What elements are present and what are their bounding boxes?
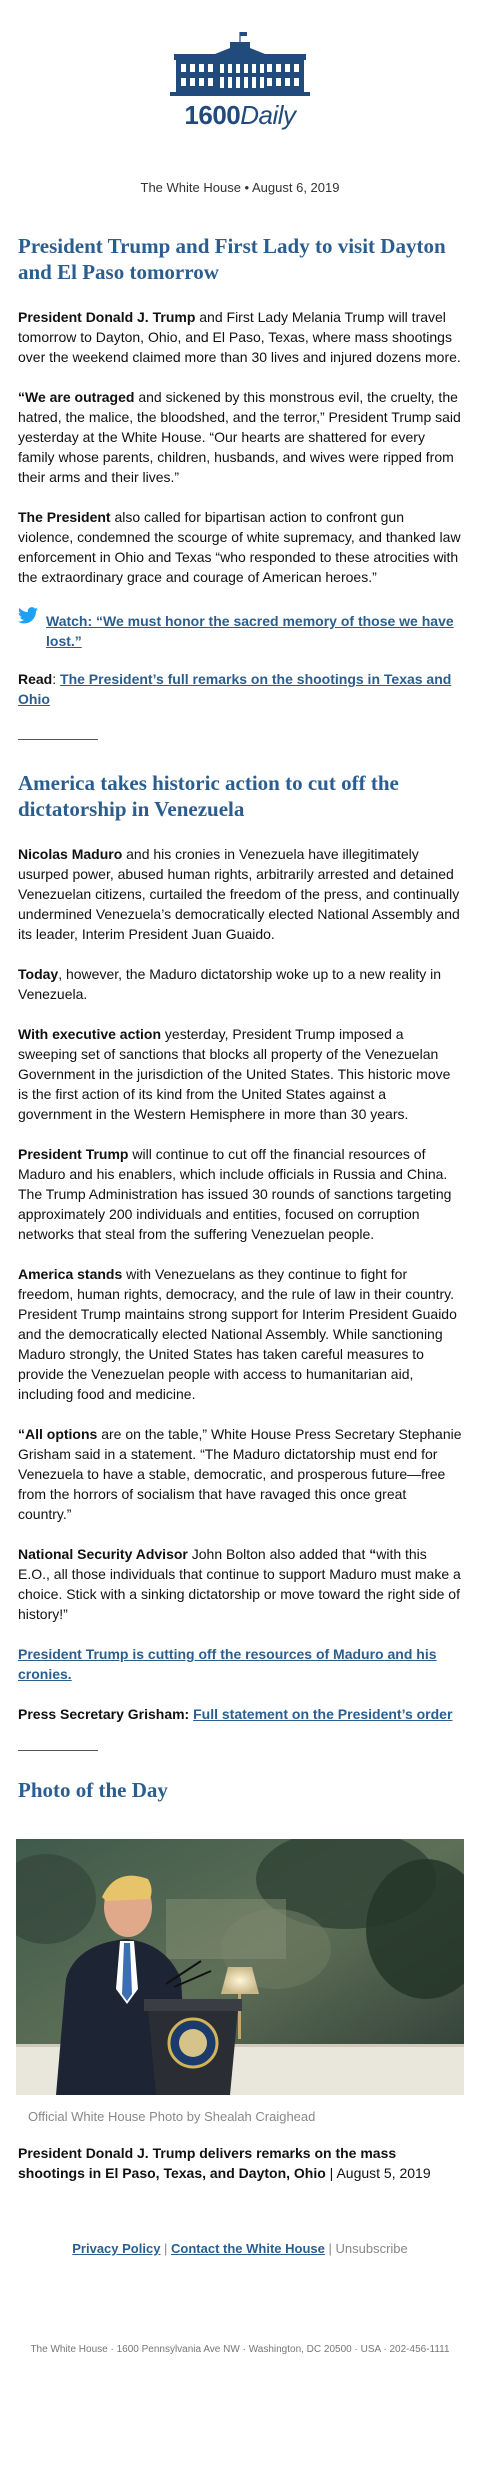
story1-paragraph-3: The President also called for bipartisan action to confront gun violence, condemned the scourge of white supremacy, and thanked law enforcement in Ohio and Texas “who responded to these atrocities with the extraordinary grace and courage of American heroes.” xyxy=(18,509,461,585)
twitter-bird-icon xyxy=(18,607,38,624)
photo-caption-date: | August 5, 2019 xyxy=(325,2165,431,2181)
photo-caption-text: President Donald J. Trump delivers remarks on the mass shootings in El Paso, Texas, and Dayton, Ohio xyxy=(18,2145,397,2181)
story2-paragraph-5: America stands with Venezuelans as they continue to fight for freedom, human rights, democracy, and the rule of law in their country. President Trump maintains strong support for Interim President Guaido and the democratically elected National Assembly. While sanctioning Maduro strongly, the United States has taken careful measures to provide the Venezuelan people with access to humanitarian aid, including food and medicine. xyxy=(18,1266,457,1402)
grisham-statement-row: Press Secretary Grisham: Full statement on the President’s order xyxy=(18,1706,453,1722)
story-venezuela xyxy=(0,770,480,1724)
photo-heading: Photo of the Day xyxy=(18,1778,168,1802)
privacy-policy-link[interactable]: Privacy Policy xyxy=(72,2241,161,2256)
footer-address: The White House · 1600 Pennsylvania Ave NW · Washington, DC 20500 · USA · 202-456-1111 xyxy=(30,2344,450,2355)
photo-credit: Official White House Photo by Shealah Craighead xyxy=(28,2109,316,2124)
brand-word: Daily xyxy=(240,100,296,130)
story2-paragraph-3: With executive action yesterday, President Trump imposed a sweeping set of sanctions that blocks all property of the Venezuelan Government in the jurisdiction of the United States. This historic move is the first action of its kind from the United States against a government in the Western Hemisphere in more than 30 years. xyxy=(18,1026,451,1122)
story1-paragraph-2: “We are outraged and sickened by this monstrous evil, the cruelty, the hatred, the malice, the bloodshed, and the terror,” President Trump said yesterday at the White House. “Our hearts are shattered for every family whose parents, children, husbands, and wives were ripped from their arms and their lives.” xyxy=(18,389,461,485)
story1-headline: President Trump and First Lady to visit Dayton and El Paso tomorrow xyxy=(18,234,446,284)
brand-wordmark xyxy=(184,100,295,131)
story2-paragraph-6: “All options are on the table,” White House Press Secretary Stephanie Grisham said in a statement. “The Maduro dictatorship must end for Venezuela to have a stable, democratic, and prosperous future—free from the horrors of socialism that have ravaged this once great country.” xyxy=(18,1426,462,1522)
grisham-statement-link[interactable]: Full statement on the President’s order xyxy=(193,1706,453,1722)
story1-paragraph-1: President Donald J. Trump and First Lady Melania Trump will travel tomorrow to Dayton, Ohio, and El Paso, Texas, where mass shootings over the weekend claimed more than 30 lives and injured dozens more. xyxy=(18,309,461,365)
dateline: The White House • August 6, 2019 xyxy=(140,180,340,195)
story2-paragraph-2: Today, however, the Maduro dictatorship woke up to a new reality in Venezuela. xyxy=(18,966,442,1002)
footer-links: Privacy Policy | Contact the White House | Unsubscribe xyxy=(72,2241,408,2256)
section-divider xyxy=(18,1750,98,1751)
maduro-resources-link[interactable]: President Trump is cutting off the resources of Maduro and his cronies. xyxy=(18,1646,437,1682)
contact-link[interactable]: Contact the White House xyxy=(171,2241,325,2256)
photo-caption xyxy=(0,2143,480,2183)
read-remarks-link[interactable]: The President’s full remarks on the shootings in Texas and Ohio xyxy=(18,671,452,707)
watch-video-link[interactable]: Watch: “We must honor the sacred memory of those we have lost.” xyxy=(46,613,454,649)
section-divider xyxy=(18,739,98,740)
white-house-building-icon xyxy=(170,30,310,98)
photo-of-the-day-image xyxy=(16,1839,464,2095)
header-logo xyxy=(0,0,480,140)
story2-paragraph-7: National Security Advisor John Bolton also added that “with this E.O., all those individuals that continue to support Maduro must make a choice. Stick with a sinking dictatorship or move toward the right side of history!” xyxy=(18,1546,461,1622)
watch-row xyxy=(18,607,462,651)
read-remarks-row: Read: The President’s full remarks on the shootings in Texas and Ohio xyxy=(18,671,452,707)
photo-of-the-day xyxy=(0,1777,480,1803)
story2-paragraph-1: Nicolas Maduro and his cronies in Venezuela have illegitimately usurped power, abused human rights, arbitrarily arrested and detained Venezuelan citizens, curtailed the freedom of the press, and continually undermined Venezuela’s democratically elected National Assembly and its leader, Interim President Juan Guaido. xyxy=(18,846,460,942)
story2-paragraph-4: President Trump will continue to cut off the financial resources of Maduro and his enablers, which include officials in Russia and China. The Trump Administration has issued 30 rounds of sanctions targeting approximately 200 individuals and entities, focused on corruption networks that steal from the suffering Venezuelan people. xyxy=(18,1146,452,1242)
unsubscribe-link[interactable]: Unsubscribe xyxy=(335,2241,408,2256)
brand-number: 1600 xyxy=(184,100,241,130)
story2-headline: America takes historic action to cut off the dictatorship in Venezuela xyxy=(18,771,399,821)
story-shootings xyxy=(0,233,480,709)
photo-illustration xyxy=(16,1839,464,2095)
